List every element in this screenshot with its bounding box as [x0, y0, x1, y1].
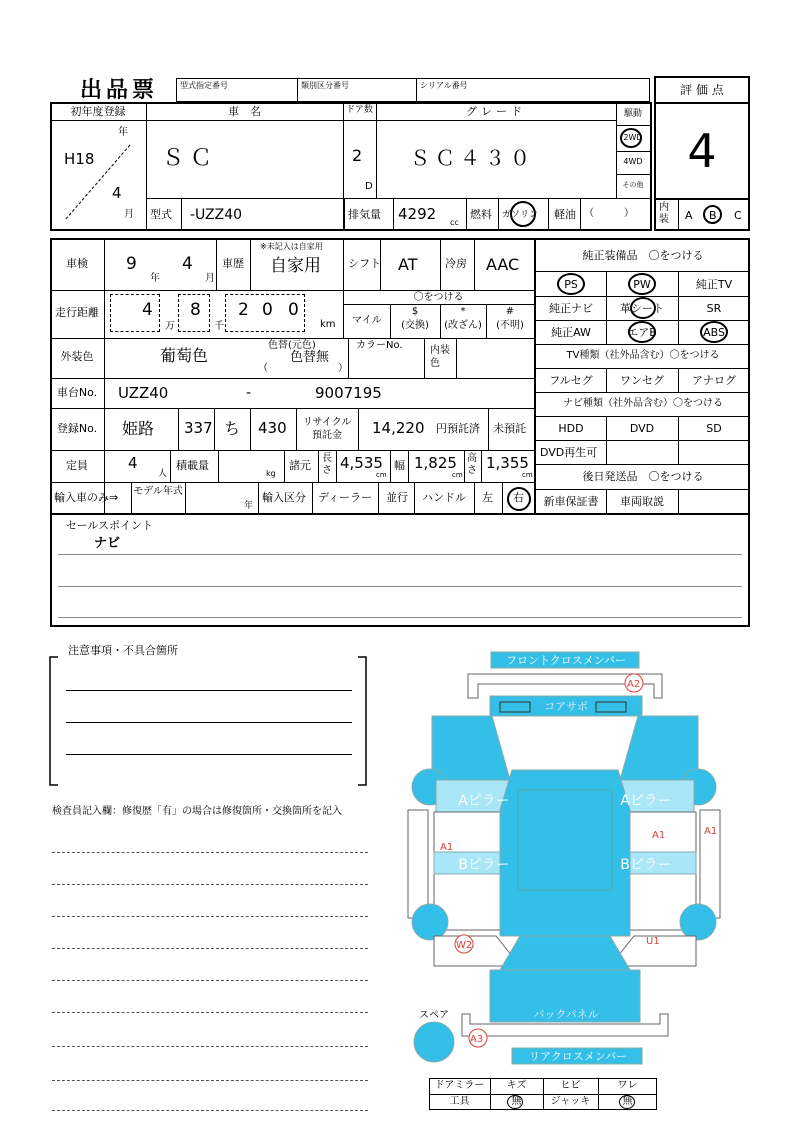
- ac-label: 冷房: [445, 257, 467, 270]
- navi-title: ナビ種類（社外品含む）〇をつける: [563, 398, 723, 409]
- equip-sr: SR: [706, 302, 722, 315]
- shaken-month-unit: 月: [205, 273, 215, 284]
- equip-airbag-circle: [628, 321, 656, 343]
- history-value: 自家用: [270, 256, 321, 276]
- shift-label: シフト: [348, 257, 381, 270]
- equip-ps: PS: [564, 278, 578, 291]
- later-title: 後日発送品 〇をつける: [582, 470, 704, 483]
- shaken-month: 4: [182, 254, 193, 274]
- load-unit: kg: [266, 469, 276, 478]
- width-unit: cm: [452, 471, 463, 479]
- back-panel-label: バックパネル: [533, 1008, 599, 1021]
- capacity-people: 4: [128, 454, 138, 472]
- width-label: 幅: [394, 459, 405, 472]
- spare-label: スペア: [419, 1010, 449, 1021]
- tv-oneseg: ワンセグ: [620, 374, 664, 387]
- score-label: 評 価 点: [680, 83, 724, 97]
- equip-leather-circle: [630, 297, 656, 319]
- mileage-km: km: [320, 319, 336, 330]
- mark-a2: A2: [627, 679, 641, 690]
- mark-a1-left: A1: [440, 842, 454, 853]
- mark-u1: U1: [646, 936, 660, 947]
- fuel-gas: ガソリン: [502, 210, 539, 220]
- import-parallel: 並行: [386, 491, 408, 504]
- later-warranty: 新車保証書: [543, 495, 599, 508]
- interior-b: B: [709, 209, 717, 222]
- legend-jack: ジャッキ: [550, 1096, 591, 1107]
- handle-left: 左: [482, 491, 493, 504]
- legend-jack-circle: [619, 1095, 635, 1109]
- tv-analog: アナログ: [692, 374, 736, 387]
- recycle-amount: 14,220: [372, 419, 425, 437]
- tv-title: TV種類（社外品含む）〇をつける: [566, 350, 720, 361]
- equipment-title: 純正装備品 〇をつける: [582, 249, 704, 262]
- b-pillar-left-label: Bピラー: [458, 857, 510, 873]
- mark-w2: W2: [456, 940, 473, 951]
- mileage-circle-note: 〇をつける: [413, 292, 464, 303]
- core-support-label: コアサポ: [544, 700, 588, 713]
- caution-label: 注意事項・不具合箇所: [68, 644, 178, 657]
- fuel-paren: （ ）: [584, 208, 634, 219]
- equip-abs: ABS: [703, 326, 725, 339]
- mileage-sen: 千: [214, 321, 224, 332]
- sales-point-label: セールスポイント: [66, 519, 154, 532]
- model-year-unit: 年: [244, 501, 254, 511]
- legend-tools-value: 無: [511, 1096, 522, 1107]
- load-label: 積載量: [176, 459, 209, 472]
- serial-label: シリアル番号: [420, 81, 468, 90]
- reg-class-no: 337: [184, 419, 213, 437]
- chassis-prefix: UZZ40: [118, 384, 169, 402]
- equip-pw: PW: [633, 278, 651, 291]
- car-name: ＳＣ: [162, 146, 219, 171]
- history-label: 車歴: [222, 257, 244, 270]
- handle-right: 右: [513, 491, 524, 504]
- mileage-man: 万: [165, 321, 175, 332]
- shaken-year: 9: [126, 254, 137, 274]
- shaken-label: 車検: [66, 257, 88, 270]
- legend-tools-circle: [507, 1095, 523, 1109]
- dims-label: 諸元: [289, 459, 311, 472]
- equip-airbag: エアB: [627, 326, 657, 339]
- exterior-color-label: 外装色: [60, 350, 94, 363]
- legend-crack: ヒビ: [560, 1080, 581, 1091]
- sales-point-box: [50, 513, 750, 627]
- model-year-label: モデル年式: [133, 486, 183, 497]
- equip-leather: 革シート: [620, 302, 664, 315]
- legend-tools: 工具: [449, 1096, 470, 1107]
- front-cross-label: フロントクロスメンバー: [505, 654, 627, 667]
- rear-right-wheel: [680, 904, 716, 940]
- repaint-label: 色替(元色): [268, 340, 316, 351]
- width-value: 1,825: [414, 454, 457, 472]
- color-no-label: カラーNo.: [356, 340, 403, 351]
- mileage-digit-3: 2: [238, 300, 249, 320]
- handle-label: ハンドル: [422, 491, 466, 504]
- length-value: 4,535: [340, 454, 383, 472]
- legend-broken: ワレ: [617, 1080, 638, 1091]
- first-reg-label: 初年度登録: [70, 105, 126, 118]
- sheet-title: 出品票: [80, 78, 159, 103]
- mileage-exchange-sym: $: [411, 306, 419, 317]
- drive-2wd: 2WD: [623, 133, 643, 142]
- interior-a: A: [685, 209, 693, 222]
- car-name-label: 車 名: [228, 105, 261, 118]
- interior-c: C: [734, 209, 742, 222]
- drive-4wd: 4WD: [623, 157, 643, 166]
- mark-a1-center: A1: [652, 830, 666, 841]
- handle-right-circle: [507, 487, 531, 511]
- equip-ps-circle: [557, 273, 585, 295]
- equip-tv: 純正TV: [695, 278, 733, 291]
- fuel-label: 燃料: [470, 208, 492, 221]
- drive-other: その他: [622, 181, 644, 189]
- mileage-unknown-sym: #: [505, 306, 515, 317]
- first-reg-year-unit: 年: [118, 127, 128, 138]
- equip-aw: 純正AW: [551, 326, 591, 339]
- legend-door-mirror: ドアミラー: [434, 1080, 485, 1091]
- height-unit: cm: [522, 471, 533, 479]
- later-manual: 車両取説: [620, 495, 664, 508]
- import-dealer: ディーラー: [318, 491, 373, 504]
- mark-a1-right: A1: [704, 826, 718, 837]
- legend-jack-value: 無: [622, 1096, 633, 1107]
- length-label: 長さ: [322, 453, 332, 476]
- a-pillar-right-label: Aピラー: [620, 793, 672, 809]
- mileage-digit-2: 8: [190, 300, 201, 320]
- interior-grade-label: 内装: [659, 202, 669, 225]
- grade-label: グレード: [466, 105, 526, 118]
- a-pillar-left-label: Aピラー: [458, 793, 510, 809]
- height-label: 高さ: [467, 453, 477, 476]
- mileage-digit-4: 0: [262, 300, 273, 320]
- recycle-not-deposited: 未預託: [493, 422, 526, 435]
- interior-color-label: 内装色: [430, 345, 450, 369]
- rear-cross-label: リアクロスメンバー: [529, 1050, 627, 1063]
- exterior-color: 葡萄色: [160, 346, 209, 365]
- mileage-altered-sym: *: [460, 306, 466, 317]
- first-reg-month: 4: [112, 184, 122, 202]
- reg-number: 430: [258, 419, 287, 437]
- chassis-number: 9007195: [315, 384, 382, 402]
- capacity-people-unit: 人: [158, 469, 168, 479]
- b-pillar-right-label: Bピラー: [620, 857, 672, 873]
- history-note: ※未記入は自家用: [260, 242, 323, 251]
- dvd-playback: DVD再生可: [540, 446, 598, 459]
- displacement-label: 排気量: [348, 208, 381, 221]
- car-diagram: [400, 640, 730, 1080]
- interior-b-circle: [703, 205, 722, 224]
- equip-navi: 純正ナビ: [549, 302, 593, 315]
- class-no-label: 類別区分番号: [301, 81, 349, 90]
- score-value: 4: [687, 124, 717, 178]
- mark-a3: A3: [470, 1034, 484, 1045]
- chassis-label: 車台No.: [56, 386, 98, 399]
- tv-fullseg: フルセグ: [549, 374, 593, 387]
- reg-region: 姫路: [122, 419, 155, 438]
- navi-sd: SD: [706, 422, 722, 435]
- fuel-gas-circle: [510, 201, 536, 227]
- recycle-deposited: 円預託済: [436, 422, 480, 435]
- inspector-label: 検査員記入欄：修復歴「有」の場合は修復箇所・交換箇所を記入: [52, 806, 342, 817]
- recycle-label: リサイクル預託金: [302, 417, 352, 441]
- equip-pw-circle: [628, 273, 656, 295]
- mileage-altered: (改ざん): [444, 320, 482, 331]
- equip-abs-circle: [700, 321, 728, 343]
- model-label: 型式: [150, 208, 172, 221]
- fuel-diesel: 軽油: [554, 208, 576, 221]
- mileage-digit-1: 4: [142, 300, 153, 320]
- mileage-digit-5: 0: [288, 300, 299, 320]
- doors-value: 2: [352, 146, 363, 165]
- mileage-label: 走行距離: [55, 306, 99, 319]
- length-unit: cm: [376, 471, 387, 479]
- spare-tire: [414, 1022, 454, 1062]
- repaint-value: 色替無: [290, 350, 330, 365]
- type-no-label: 型式指定番号: [180, 81, 228, 90]
- displacement-value: 4292: [398, 205, 437, 223]
- import-label: 輸入車のみ⇒: [54, 491, 119, 504]
- chassis-dash: -: [246, 385, 252, 401]
- navi-hdd: HDD: [558, 422, 584, 435]
- navi-dvd: DVD: [629, 422, 655, 435]
- drive-2wd-circle: [620, 128, 642, 148]
- height-value: 1,355: [486, 454, 529, 472]
- shaken-year-unit: 年: [150, 273, 160, 284]
- drive-label: 駆動: [623, 109, 642, 119]
- sales-point-text: ナビ: [94, 536, 121, 551]
- grade-value: ＳＣ４３０: [410, 146, 535, 170]
- doors-suffix: D: [365, 181, 373, 192]
- repaint-paren: （ ）: [258, 363, 348, 374]
- reg-label: 登録No.: [56, 422, 98, 435]
- first-reg-month-unit: 月: [124, 209, 134, 220]
- model-value: -UZZ40: [190, 207, 243, 223]
- mileage-unknown: (不明): [496, 320, 524, 331]
- displacement-unit: cc: [450, 218, 459, 227]
- capacity-label: 定員: [66, 459, 88, 472]
- doors-label: ドア数: [346, 105, 373, 115]
- reg-kana: ち: [224, 419, 241, 438]
- ac-value: AAC: [486, 255, 520, 274]
- shift-value: AT: [398, 255, 418, 274]
- rear-left-wheel: [412, 904, 448, 940]
- mileage-mile: マイル: [352, 315, 382, 326]
- first-reg-era-year: H18: [64, 150, 95, 168]
- legend-scratch: キズ: [506, 1080, 527, 1091]
- import-class-label: 輸入区分: [262, 491, 306, 504]
- mileage-exchange: (交換): [401, 320, 429, 331]
